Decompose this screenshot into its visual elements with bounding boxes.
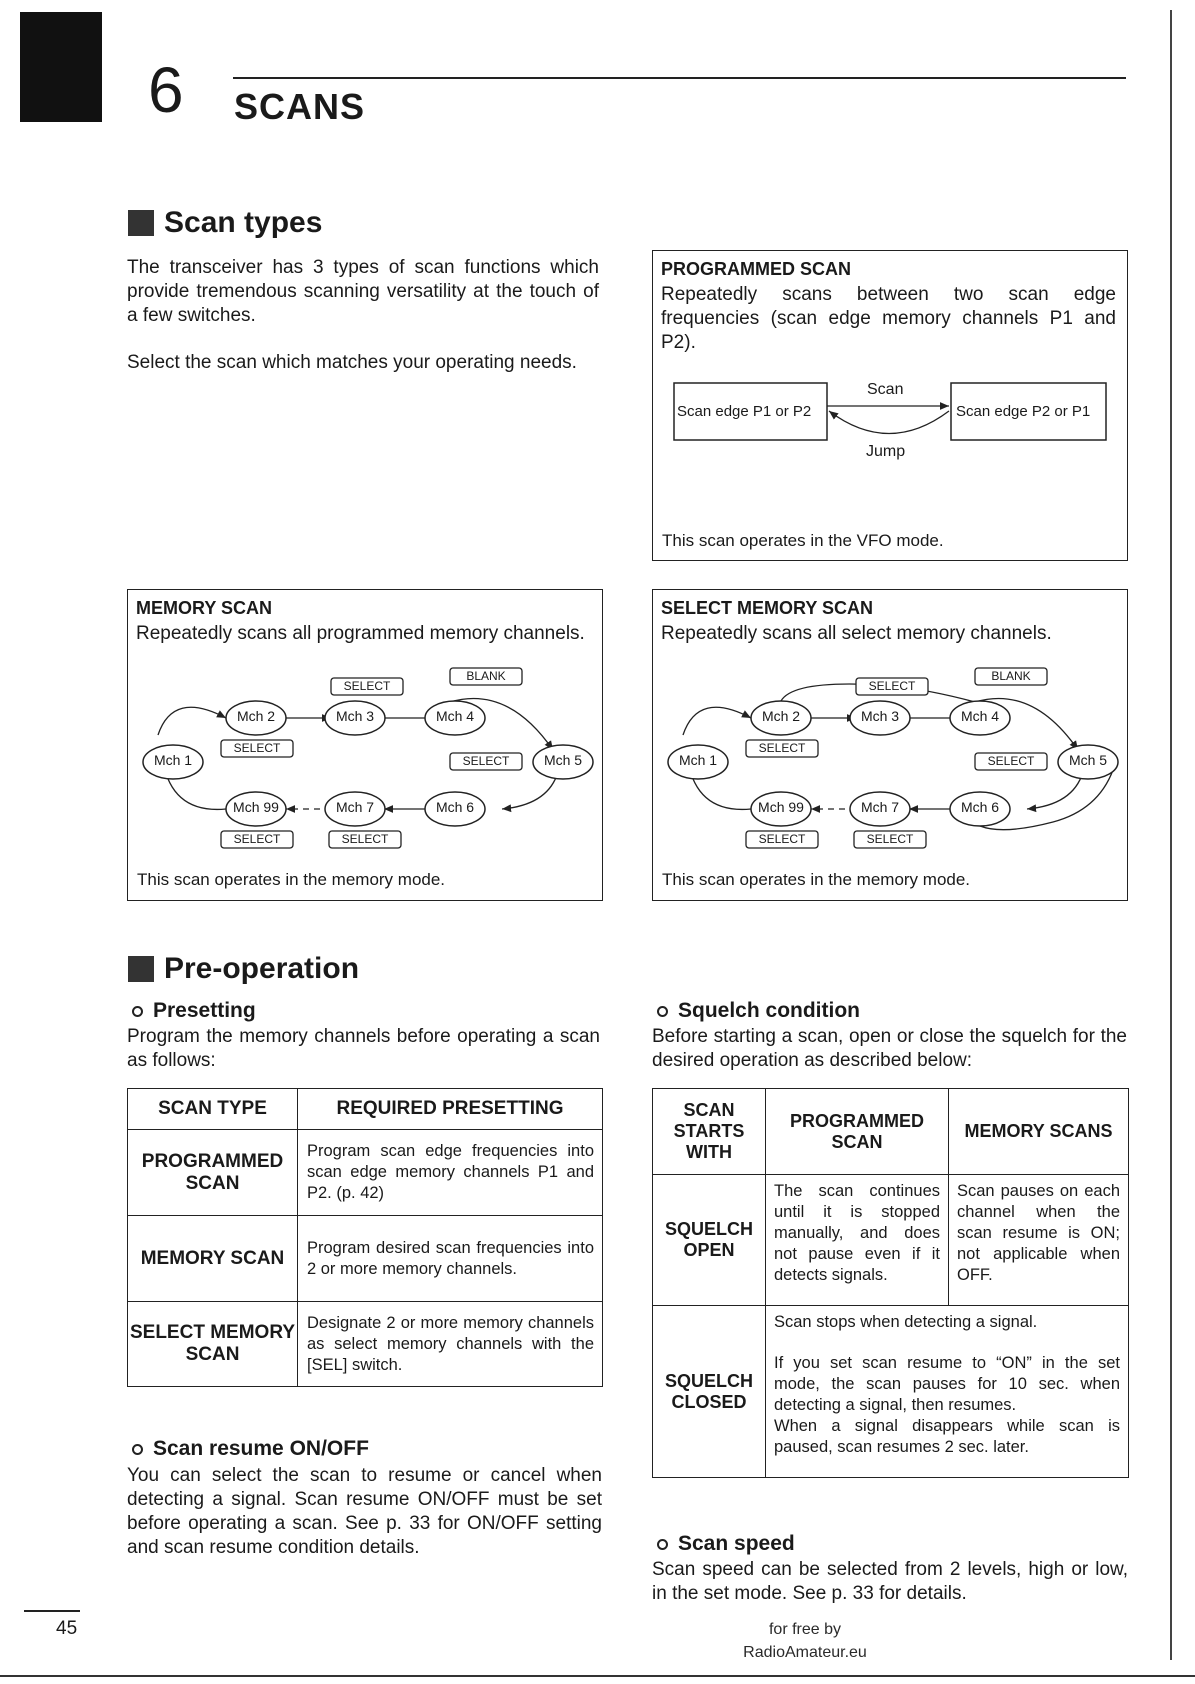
mch-1-label: Mch 1 [153, 752, 193, 768]
scan-speed-subheading [657, 1532, 795, 1556]
scan-types-heading [128, 206, 322, 240]
scan-speed-text: Scan speed can be selected from 2 levels, high or low, in the set mode. See p. 33 for details. [652, 1559, 1128, 1604]
select-memory-scan-box [652, 589, 1128, 901]
mch-99-label: Mch 99 [233, 799, 279, 815]
squelch-header-programmed: PROGRAMMED SCAN [766, 1089, 949, 1175]
table-row-presetting: Designate 2 or more memory channels as select memory channels with the [SEL] switch. [298, 1302, 603, 1387]
mch-5-label: Mch 5 [1068, 752, 1108, 768]
mch-4-label: Mch 4 [435, 708, 475, 724]
squelch-closed-label: SQUELCH CLOSED [653, 1306, 766, 1478]
blank-tag: BLANK [466, 669, 506, 683]
select-tag: SELECT [343, 679, 391, 693]
jump-arrow [829, 411, 949, 434]
squelch-text: Before starting a scan, open or close the squelch for the desired operation as described below: [652, 1026, 1127, 1071]
credit-line-1: for free by [768, 1621, 842, 1638]
memory-scan-description: Repeatedly scans all programmed memory channels. [136, 623, 585, 644]
squelch-closed-line-1: Scan stops when detecting a signal. [774, 1313, 1038, 1331]
page-number-rule [24, 1610, 80, 1612]
squelch-closed-line-3: When a signal disappears while scan is paused, scan resumes 2 sec. later. [774, 1417, 1120, 1456]
select-tag: SELECT [462, 754, 510, 768]
squelch-title: Squelch condition [678, 999, 860, 1022]
chapter-tab-marker [20, 12, 102, 122]
squelch-subheading [657, 999, 860, 1023]
select-memory-scan-diagram [653, 590, 1127, 900]
bullet-icon [657, 1539, 668, 1550]
mch-1-label: Mch 1 [678, 752, 718, 768]
mch-2-label: Mch 2 [236, 708, 276, 724]
presetting-header-scan-type: SCAN TYPE [128, 1089, 298, 1130]
blank-tag: BLANK [991, 669, 1031, 683]
scan-types-intro: The transceiver has 3 types of scan functions which provide tremendous scanning versatility at the touch of a few switches. [127, 257, 599, 326]
select-memory-scan-title: SELECT MEMORY SCAN [661, 598, 874, 618]
mch-4-label: Mch 4 [960, 708, 1000, 724]
squelch-table [652, 1088, 1129, 1478]
programmed-scan-box [652, 250, 1128, 561]
scan-edge-left-label: Scan edge P1 or P2 [677, 403, 812, 420]
mch-3-label: Mch 3 [335, 708, 375, 724]
table-row-type: SELECT MEMORY SCAN [128, 1302, 298, 1387]
mch-6-label: Mch 6 [435, 799, 475, 815]
select-tag: SELECT [758, 741, 806, 755]
jump-label: Jump [866, 443, 906, 460]
select-tag: SELECT [233, 741, 281, 755]
memory-scan-box [127, 589, 603, 901]
page-number: 45 [56, 1618, 78, 1639]
table-row-presetting: Program scan edge frequencies into scan edge memory channels P1 and P2. (p. 42) [298, 1130, 603, 1216]
chapter-number: 6 [148, 54, 184, 126]
section-square-icon [128, 210, 154, 236]
scan-types-heading-text: Scan types [164, 206, 323, 239]
bullet-icon [132, 1006, 143, 1017]
squelch-closed-line-2: If you set scan resume to “ON” in the set mode, the scan pauses for 10 sec. when detecting a signal, then resumes. [774, 1354, 1120, 1414]
scan-resume-text: You can select the scan to resume or cancel when detecting a signal. Scan resume ON/OFF must be set before operating a scan. See p. 33 for ON/OFF setting and scan resume condition details. [127, 1465, 602, 1558]
mch-7-label: Mch 7 [860, 799, 900, 815]
select-tag: SELECT [341, 832, 389, 846]
table-row-type: PROGRAMMED SCAN [128, 1130, 298, 1216]
presetting-table [127, 1088, 603, 1387]
mch-5-label: Mch 5 [543, 752, 583, 768]
select-memory-scan-note: This scan operates in the memory mode. [662, 870, 971, 889]
mch-99-label: Mch 99 [758, 799, 804, 815]
select-tag: SELECT [868, 679, 916, 693]
scan-resume-subheading [132, 1437, 369, 1461]
squelch-closed-cell [766, 1306, 1129, 1478]
squelch-open-label: SQUELCH OPEN [653, 1175, 766, 1306]
bullet-icon [132, 1444, 143, 1455]
select-tag: SELECT [866, 832, 914, 846]
presetting-header-required: REQUIRED PRESETTING [298, 1089, 603, 1130]
select-tag: SELECT [987, 754, 1035, 768]
squelch-open-memory: Scan pauses on each channel when the scan resume is ON; not applicable when OFF. [949, 1175, 1129, 1306]
squelch-header-memory: MEMORY SCANS [949, 1089, 1129, 1175]
squelch-header-starts-with: SCAN STARTS WITH [653, 1089, 766, 1175]
squelch-open-programmed: The scan continues until it is stopped manually, and does not pause even if it detects signals. [766, 1175, 949, 1306]
chapter-title: SCANS [234, 86, 366, 127]
scan-label: Scan [867, 381, 904, 398]
select-memory-scan-description: Repeatedly scans all select memory channels. [661, 623, 1052, 644]
bottom-rule [0, 1675, 1195, 1677]
table-row-type: MEMORY SCAN [128, 1216, 298, 1302]
memory-scan-diagram [128, 590, 602, 900]
memory-scan-note: This scan operates in the memory mode. [137, 870, 446, 889]
presetting-subheading [132, 999, 256, 1023]
mch-6-label: Mch 6 [960, 799, 1000, 815]
bullet-icon [657, 1006, 668, 1017]
scan-resume-title: Scan resume ON/OFF [153, 1437, 369, 1460]
mch-2-label: Mch 2 [761, 708, 801, 724]
presetting-title: Presetting [153, 999, 256, 1022]
programmed-scan-description: Repeatedly scans between two scan edge frequencies (scan edge memory channels P1 and P2). [661, 284, 1116, 353]
mch-3-label: Mch 3 [860, 708, 900, 724]
scan-edge-right-label: Scan edge P2 or P1 [956, 403, 1091, 420]
preoperation-heading-text: Pre-operation [164, 952, 360, 985]
programmed-scan-title: PROGRAMMED SCAN [661, 259, 852, 279]
credit-line-2: RadioAmateur.eu [743, 1644, 867, 1661]
scan-types-select-note: Select the scan which matches your operating needs. [127, 352, 577, 373]
select-tag: SELECT [233, 832, 281, 846]
select-tag: SELECT [758, 832, 806, 846]
presetting-text: Program the memory channels before operating a scan as follows: [127, 1026, 600, 1071]
chapter-rule [233, 77, 1126, 79]
scan-speed-title: Scan speed [678, 1532, 795, 1555]
table-row-presetting: Program desired scan frequencies into 2 or more memory channels. [298, 1216, 603, 1302]
programmed-scan-note: This scan operates in the VFO mode. [662, 531, 944, 550]
mch-7-label: Mch 7 [335, 799, 375, 815]
page-edge-rule [1170, 10, 1172, 1660]
section-square-icon [128, 956, 154, 982]
memory-scan-title: MEMORY SCAN [136, 598, 273, 618]
preoperation-heading [128, 952, 359, 986]
